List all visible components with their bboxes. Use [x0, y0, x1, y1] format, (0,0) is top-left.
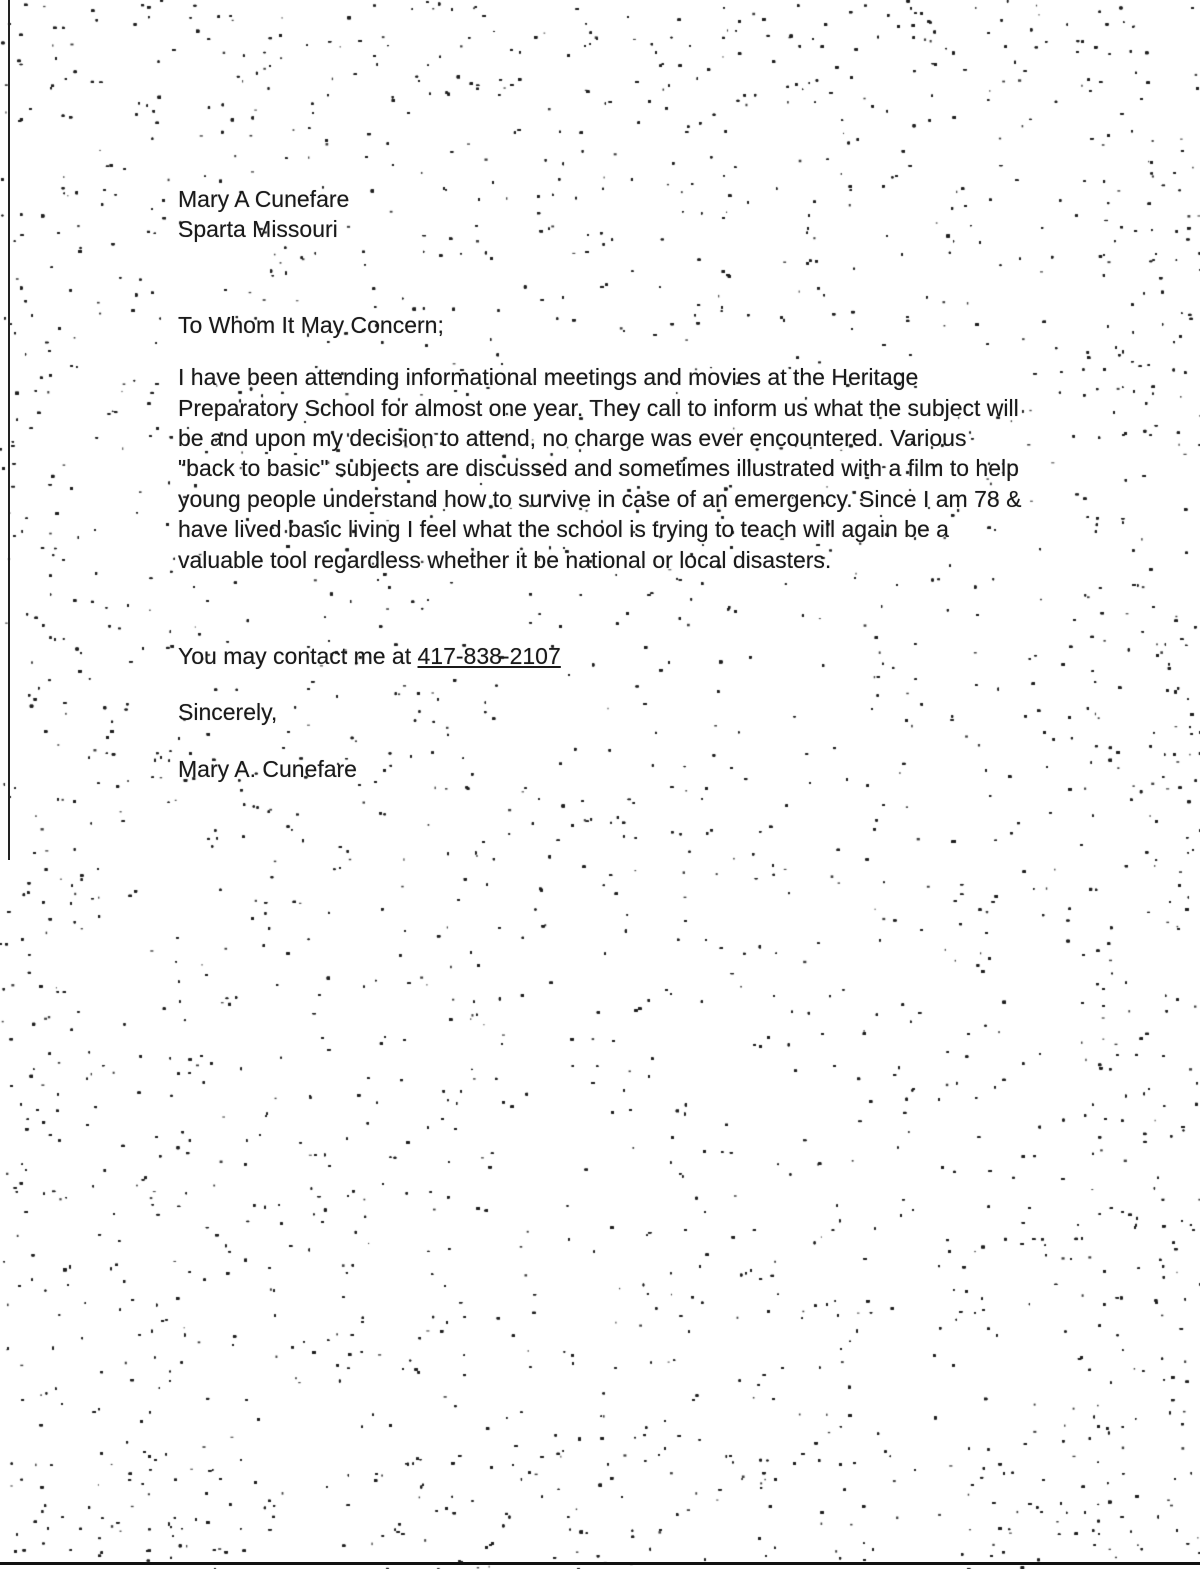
sender-block — [178, 184, 1028, 245]
sender-location: Sparta Missouri — [178, 216, 338, 243]
phone-number: 417-838-2107 — [417, 643, 561, 670]
scan-bottom-edge — [0, 1562, 1200, 1565]
signature: Mary A. Cunefare — [178, 755, 357, 782]
scan-left-edge — [8, 0, 10, 860]
letter — [178, 184, 1028, 784]
contact-prefix: You may contact me at — [178, 643, 418, 670]
closing: Sincerely, — [178, 699, 278, 726]
salutation: To Whom It May Concern; — [178, 311, 444, 338]
body-paragraph: I have been attending informational meetings and movies at the Heritage Preparatory School for almost one year. They call to inform us what the subject will be and upon my decision to attend, no charge was ever encountered. Various "back to basic" subjects are discussed and sometimes illustrated with a film to help young people understand how to survive in case of an emergency. Since I am 78 & have lived basic living I feel what the school is trying to teach will again be a valuable tool regardless whether it be national or local disasters. — [178, 364, 1022, 573]
sender-name: Mary A Cunefare — [178, 186, 350, 212]
contact-line — [178, 641, 1028, 671]
